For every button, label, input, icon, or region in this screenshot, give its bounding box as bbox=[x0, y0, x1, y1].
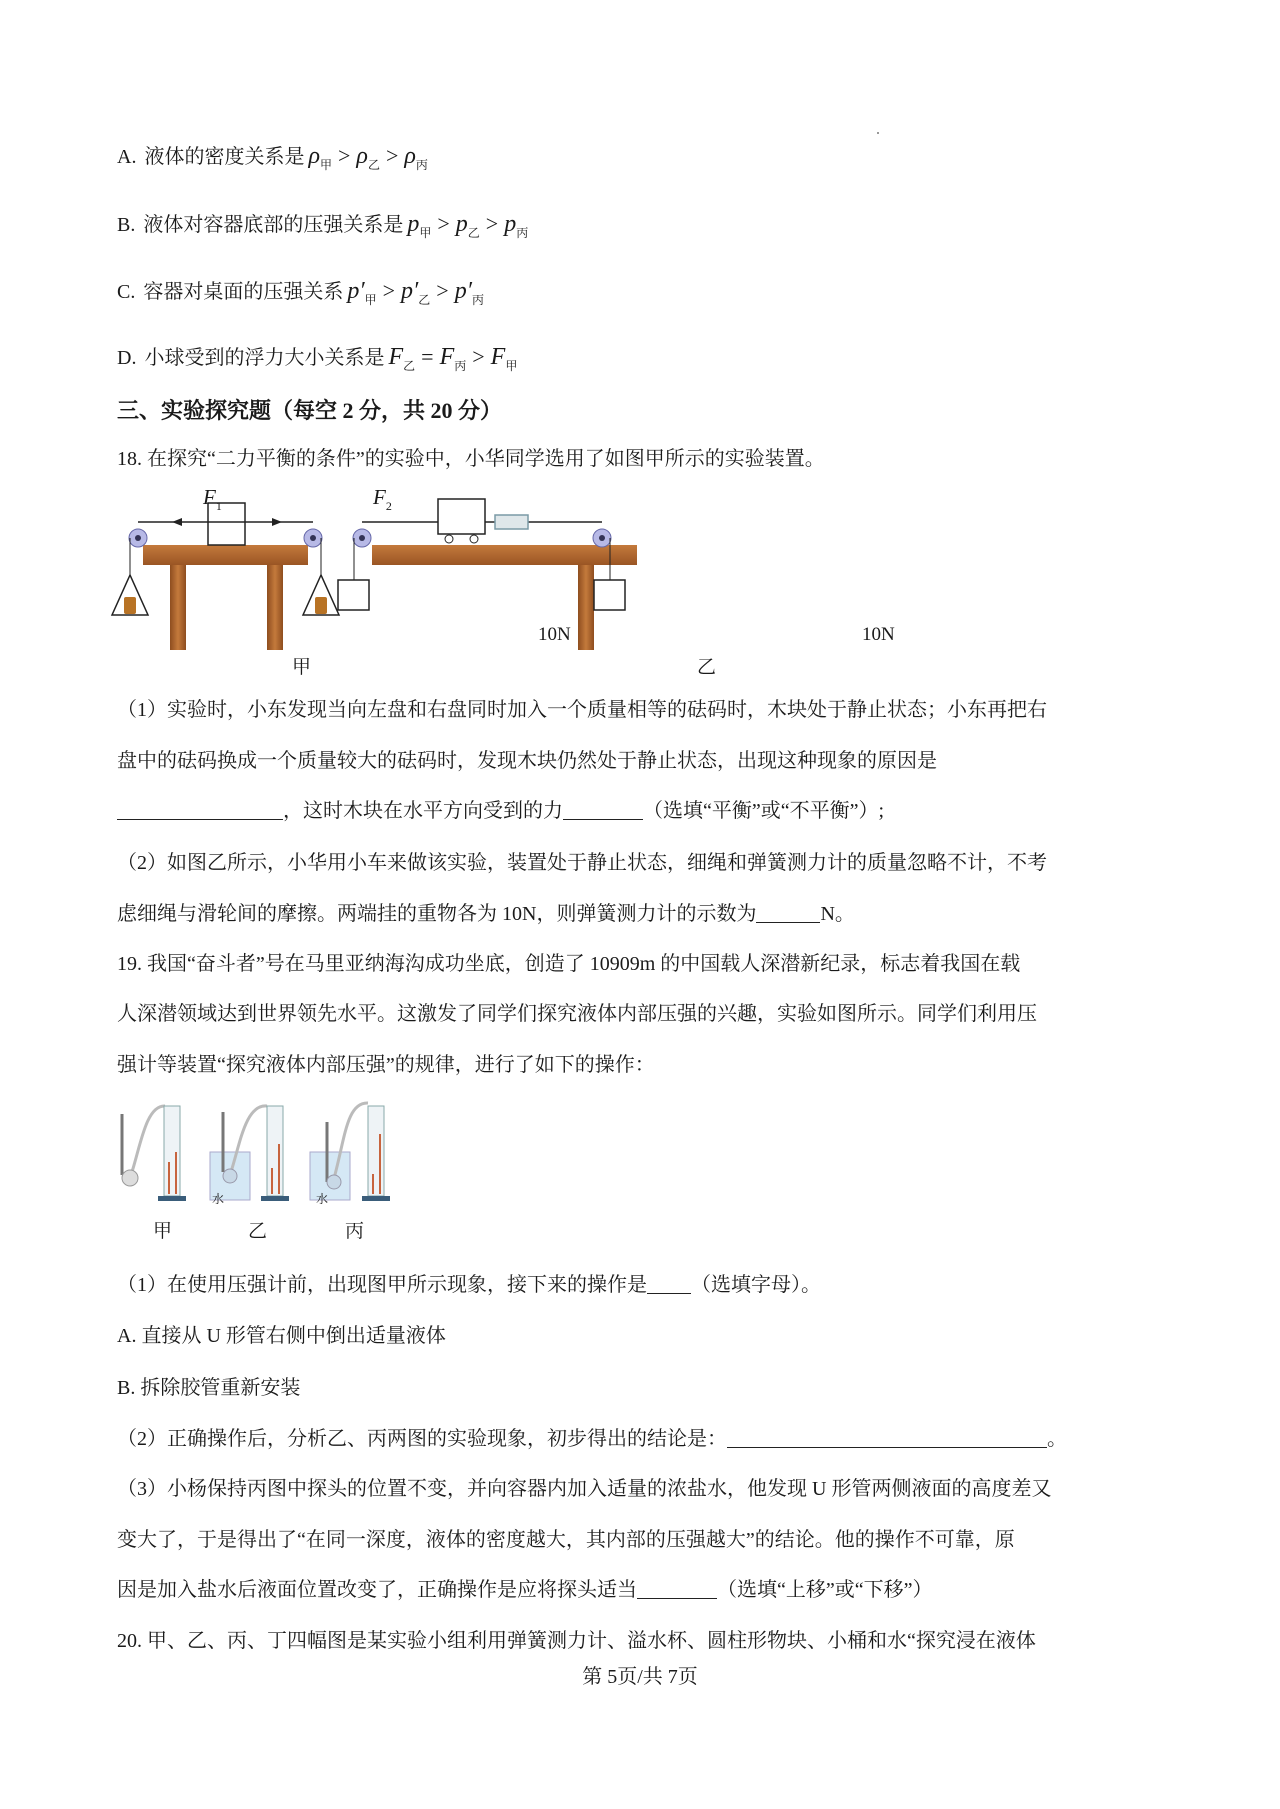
q19-option-b: B. 拆除胶管重新安装 bbox=[117, 1377, 301, 1399]
math-operator: = bbox=[421, 344, 434, 369]
water-label-c: 水 bbox=[316, 1192, 329, 1206]
math-symbol: ρ bbox=[404, 143, 416, 169]
caption-yi: 乙 bbox=[697, 657, 717, 678]
speck bbox=[877, 132, 879, 134]
math-subscript: 乙 bbox=[403, 359, 416, 373]
math-subscript: 丙 bbox=[454, 359, 467, 373]
option-label: D. bbox=[117, 347, 137, 369]
q19-option-a: A. 直接从 U 形管右侧中倒出适量液体 bbox=[117, 1325, 446, 1347]
caption-jia: 甲 bbox=[292, 657, 312, 678]
manometer-b bbox=[210, 1106, 289, 1201]
math-symbol: F bbox=[388, 344, 404, 370]
answer-blank[interactable] bbox=[727, 1427, 1047, 1448]
caption-bing: 丙 bbox=[345, 1221, 365, 1242]
answer-blank[interactable] bbox=[563, 799, 643, 820]
q18-figure bbox=[110, 485, 930, 680]
q19-stem-3: 强计等装置“探究液体内部压强”的规律，进行了如下的操作： bbox=[117, 1054, 655, 1076]
option-d bbox=[117, 344, 517, 379]
answer-blank[interactable] bbox=[756, 902, 820, 923]
q19-part3-line3: 因是加入盐水后液面位置改变了，正确操作是应将探头适当 （选填“上移”或“下移”） bbox=[117, 1579, 933, 1601]
answer-blank[interactable] bbox=[117, 799, 283, 820]
page-footer: 第 5页/共 7页 bbox=[582, 1666, 698, 1688]
manometer-a bbox=[122, 1106, 186, 1201]
option-label: C. bbox=[117, 281, 136, 303]
math-symbol: F bbox=[490, 344, 506, 370]
option-text: 液体的密度关系是 bbox=[144, 146, 305, 168]
math-subscript: 乙 bbox=[418, 293, 431, 307]
weight-label-right: 10N bbox=[862, 624, 895, 645]
math-subscript: 乙 bbox=[367, 158, 380, 172]
manometer-c bbox=[310, 1103, 390, 1201]
math-operator: > bbox=[485, 211, 499, 236]
math-symbol: ρ bbox=[308, 143, 320, 169]
math-operator: > bbox=[382, 278, 396, 303]
math-symbol: p bbox=[455, 211, 468, 237]
math-subscript: 丙 bbox=[516, 226, 529, 240]
weight-label-left: 10N bbox=[538, 624, 571, 645]
math-subscript: 丙 bbox=[471, 293, 484, 307]
force-label-f2: $F_2$ bbox=[373, 485, 392, 513]
q19-part3-line1: （3）小杨保持丙图中探头的位置不变，并向容器内加入适量的浓盐水，他发现 U 形管两侧液面的高度差又 bbox=[117, 1478, 1052, 1500]
math-subscript: 甲 bbox=[319, 158, 332, 172]
math-operator: > bbox=[437, 211, 450, 236]
q18-part2-line1: （2）如图乙所示，小华用小车来做该实验，装置处于静止状态，细绳和弹簧测力计的质量忽略不计，不考 bbox=[117, 852, 1047, 874]
q19-stem-1: 19. 我国“奋斗者”号在马里亚纳海沟成功坐底，创造了 10909m 的中国载人深潜新纪录，标志着我国在载 bbox=[117, 953, 1021, 975]
answer-blank[interactable] bbox=[637, 1578, 717, 1599]
table-a bbox=[112, 503, 339, 650]
math-subscript: 甲 bbox=[505, 359, 518, 373]
option-text: 容器对桌面的压强关系 bbox=[143, 281, 344, 303]
water-label-b: 水 bbox=[212, 1192, 225, 1206]
q19-figure bbox=[110, 1100, 410, 1210]
q19-part1: （1）在使用压强计前，出现图甲所示现象，接下来的操作是 （选填字母）。 bbox=[117, 1274, 821, 1296]
q18-stem: 18. 在探究“二力平衡的条件”的实验中，小华同学选用了如图甲所示的实验装置。 bbox=[117, 448, 825, 470]
table-b bbox=[338, 499, 637, 650]
q18-part1-line2: 盘中的砝码换成一个质量较大的砝码时，发现木块仍然处于静止状态，出现这种现象的原因是 bbox=[117, 750, 937, 772]
option-b bbox=[117, 211, 528, 246]
option-label: B. bbox=[117, 214, 136, 236]
option-text: 液体对容器底部的压强关系是 bbox=[143, 214, 404, 236]
option-label: A. bbox=[117, 146, 137, 168]
caption-jia: 甲 bbox=[153, 1221, 173, 1242]
math-symbol: F bbox=[439, 344, 455, 370]
force-label-f1: $F_1$ bbox=[203, 485, 222, 513]
option-a bbox=[117, 143, 428, 178]
q18-part1-line3: ，这时木块在水平方向受到的力 （选填“平衡”或“不平衡”）; bbox=[117, 798, 884, 824]
math-operator: > bbox=[436, 278, 449, 303]
q18-part2-line2: 虑细绳与滑轮间的摩擦。两端挂的重物各为 10N，则弹簧测力计的示数为 N。 bbox=[117, 903, 855, 925]
q19-stem-2: 人深潜领域达到世界领先水平。这激发了同学们探究液体内部压强的兴趣，实验如图所示。同学们利用压 bbox=[117, 1003, 1037, 1025]
q20-stem-1: 20. 甲、乙、丙、丁四幅图是某实验小组利用弹簧测力计、溢水杯、圆柱形物块、小桶和水“探究浸在液体 bbox=[117, 1630, 1036, 1652]
math-symbol: p bbox=[504, 211, 517, 237]
option-c bbox=[117, 278, 484, 313]
q18-part1-line1: （1）实验时，小东发现当向左盘和右盘同时加入一个质量相等的砝码时，木块处于静止状态；小东再把右 bbox=[117, 699, 1047, 721]
math-subscript: 丙 bbox=[415, 158, 428, 172]
math-symbol: p′ bbox=[401, 278, 419, 304]
math-operator: > bbox=[338, 143, 351, 168]
math-symbol: ρ bbox=[356, 143, 368, 169]
math-subscript: 甲 bbox=[419, 226, 432, 240]
section-heading: 三、实验探究题（每空 2 分，共 20 分） bbox=[117, 398, 503, 423]
math-symbol: p′ bbox=[454, 278, 472, 304]
math-symbol: p′ bbox=[347, 278, 365, 304]
q19-part3-line2: 变大了，于是得出了“在同一深度，液体的密度越大，其内部的压强越大”的结论。他的操作不可靠，原 bbox=[117, 1529, 1015, 1551]
q19-part2: （2）正确操作后，分析乙、丙两图的实验现象，初步得出的结论是： 。 bbox=[117, 1428, 1067, 1450]
option-text: 小球受到的浮力大小关系是 bbox=[144, 347, 385, 369]
math-operator: > bbox=[472, 344, 485, 369]
answer-blank[interactable] bbox=[647, 1273, 691, 1294]
math-operator: > bbox=[385, 143, 399, 168]
caption-yi: 乙 bbox=[248, 1221, 268, 1242]
math-symbol: p bbox=[407, 211, 420, 237]
math-subscript: 乙 bbox=[467, 226, 480, 240]
math-subscript: 甲 bbox=[364, 293, 377, 307]
